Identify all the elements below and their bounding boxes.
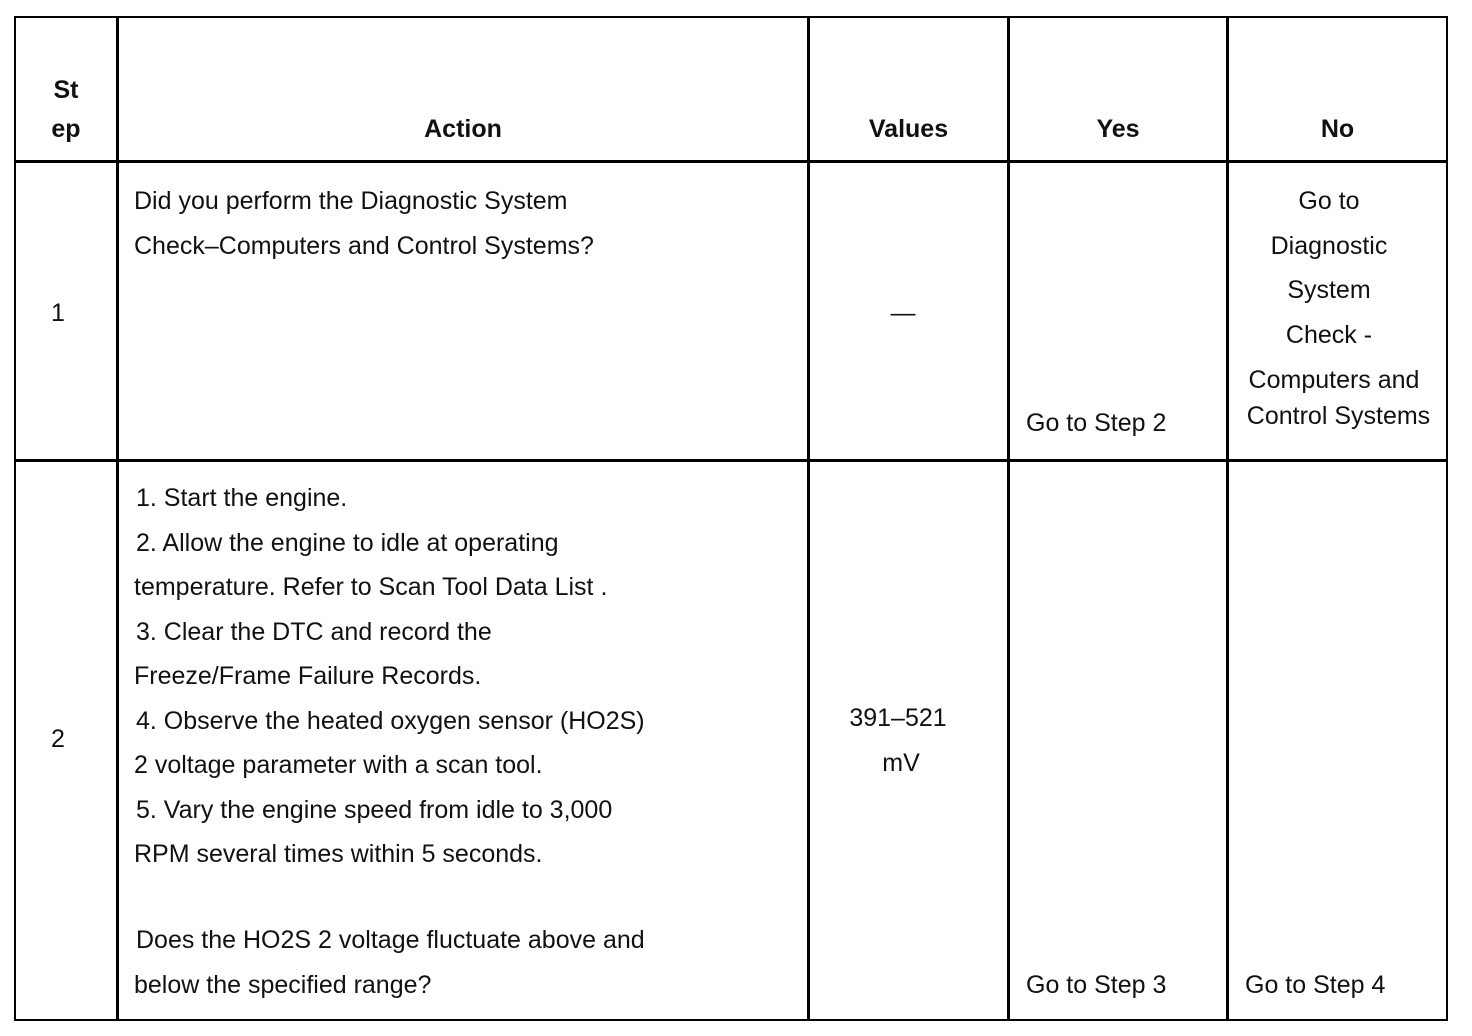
no-result: Diagnostic <box>1270 232 1388 260</box>
no-result: Check - <box>1285 321 1373 349</box>
row-divider <box>14 459 1448 462</box>
column-divider <box>1226 16 1229 1021</box>
step-number: 2 <box>51 725 65 753</box>
no-result: Control Systems <box>1246 402 1431 430</box>
action-text: 3. Clear the DTC and record the <box>136 618 492 646</box>
column-divider <box>1007 16 1010 1021</box>
header-values: Values <box>868 115 949 143</box>
action-text: 1. Start the engine. <box>136 484 348 512</box>
no-result: Go to Step 4 <box>1245 971 1386 999</box>
no-result: Go to <box>1298 187 1360 215</box>
column-divider <box>116 16 119 1021</box>
action-text: below the specified range? <box>134 971 432 999</box>
value-text: 391–521 <box>849 704 947 732</box>
value-text: mV <box>882 749 920 777</box>
action-text: Freeze/Frame Failure Records. <box>134 662 482 690</box>
action-text: 2. Allow the engine to idle at operating <box>136 529 559 557</box>
header-step-line1: St <box>53 76 79 104</box>
header-step-line2: ep <box>51 115 81 143</box>
action-text: temperature. Refer to Scan Tool Data List . <box>134 573 608 601</box>
value-text: — <box>890 299 916 327</box>
action-text: Check–Computers and Control Systems? <box>134 232 594 260</box>
yes-result: Go to Step 2 <box>1026 409 1167 437</box>
action-text: 5. Vary the engine speed from idle to 3,000 <box>136 796 613 824</box>
action-text: Does the HO2S 2 voltage fluctuate above and <box>136 926 645 954</box>
action-text: RPM several times within 5 seconds. <box>134 840 543 868</box>
table-border <box>14 16 1448 1021</box>
no-result: Computers and <box>1248 366 1420 394</box>
header-no: No <box>1320 115 1355 143</box>
no-result: System <box>1287 276 1371 304</box>
column-divider <box>807 16 810 1021</box>
action-text: 2 voltage parameter with a scan tool. <box>134 751 543 779</box>
header-action: Action <box>424 115 502 143</box>
action-text: Did you perform the Diagnostic System <box>134 187 568 215</box>
action-text: 4. Observe the heated oxygen sensor (HO2S) <box>136 707 645 735</box>
step-number: 1 <box>51 299 65 327</box>
yes-result: Go to Step 3 <box>1026 971 1167 999</box>
header-yes: Yes <box>1096 115 1140 143</box>
row-divider <box>14 160 1448 163</box>
